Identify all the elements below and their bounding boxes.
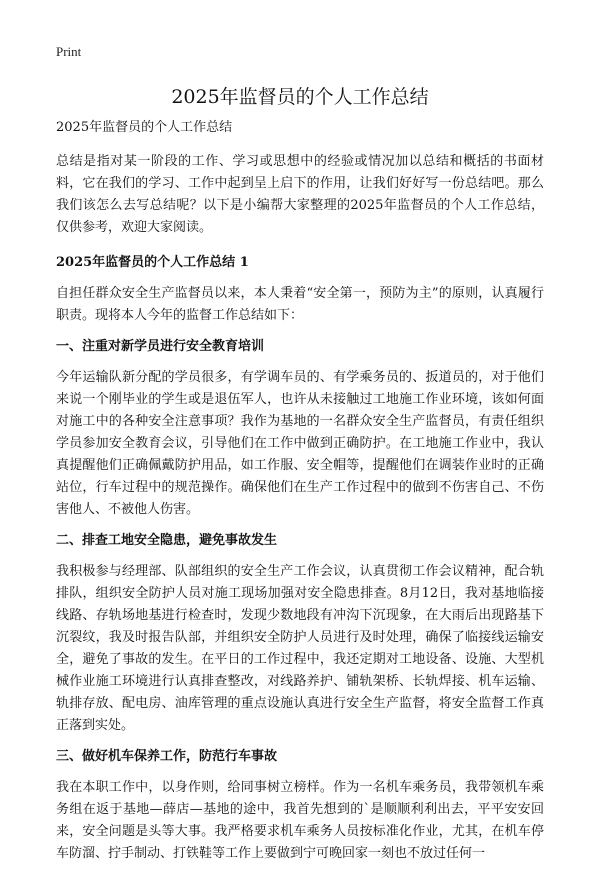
- document-subtitle: 2025年监督员的个人工作总结: [56, 120, 233, 135]
- section-heading-2: 二、排查工地安全隐患，避免事故发生: [56, 533, 278, 548]
- section-body-2: 我积极参与经理部、队部组织的安全生产工作会议，认真贯彻工作会议精神，配合轨排队，组织安全防护人员对施工现场加强对安全隐患排查。8月12日，我对基地临接线路、存轨场地基进行检查时，发现少数地段有冲沟下沉现象，在大雨后出现路基下沉裂纹，我及时报告队部，并组织安全防护人员进行及时处理，确保了临接线运输安全，避免了事故的发生。在平日的工作过程中，我还定期对工地设备、设施、大型机械作业施工环境进行认真排查整改，对线路养护、铺轨架桥、长轨焊接、机车运输、轨排存放、配电房、油库管理的重点设施认真进行安全生产监督，将安全监督工作真正落到实处。: [56, 564, 544, 733]
- section-heading-1: 一、注重对新学员进行安全教育培训: [56, 339, 265, 354]
- section-body-1: 今年运输队新分配的学员很多，有学调车员的、有学乘务员的、扳道员的，对于他们来说一个刚毕业的学生或是退伍军人，也许从未接触过工地施工作业环境，该如何面对施工中的各种安全注意事项？我作为基地的一名群众安全生产监督员，有责任组织学员参加安全教育会议，引导他们在工作中做到正确防护。在工地施工作业中，我认真提醒他们正确佩戴防护用品，如工作服、安全帽等，提醒他们在调装作业时的正确站位，行车过程中的规范操作。确保他们在生产工作过程中的做到不伤害自己、不伤害他人、不被他人伤害。: [56, 370, 544, 517]
- section-title: 2025年监督员的个人工作总结 1: [56, 255, 249, 270]
- intro-paragraph: 总结是指对某一阶段的工作、学习或思想中的经验或情况加以总结和概括的书面材料，它在我们的学习、工作中起到呈上启下的作用，让我们好好写一份总结吧。那么我们该怎么去写总结呢？以下是小编帮大家整理的2025年监督员的个人工作总结，仅供参考，欢迎大家阅读。: [56, 154, 544, 235]
- opening-paragraph: 自担任群众安全生产监督员以来，本人秉着“安全第一，预防为主”的原则，认真履行职责。现将本人今年的监督工作总结如下：: [56, 286, 544, 323]
- document-body: [56, 119, 544, 875]
- section-body-3: 我在本职工作中，以身作则，给同事树立榜样。作为一名机车乘务员，我带领机车乘务组在返于基地—薛店—基地的途中，我首先想到的`是顺顺利利出去，平平安安回来，安全问题是头等大事。我严格要求机车乘务人员按标准化作业，尤其，在机车停车防溜、拧手制动、打铁鞋等工作上要做到宁可晚回家一刻也不放过任何一: [56, 780, 544, 861]
- section-heading-3: 三、做好机车保养工作，防范行车事故: [56, 749, 278, 764]
- print-link[interactable]: Print: [56, 44, 82, 59]
- page-title: 2025年监督员的个人工作总结: [171, 86, 429, 108]
